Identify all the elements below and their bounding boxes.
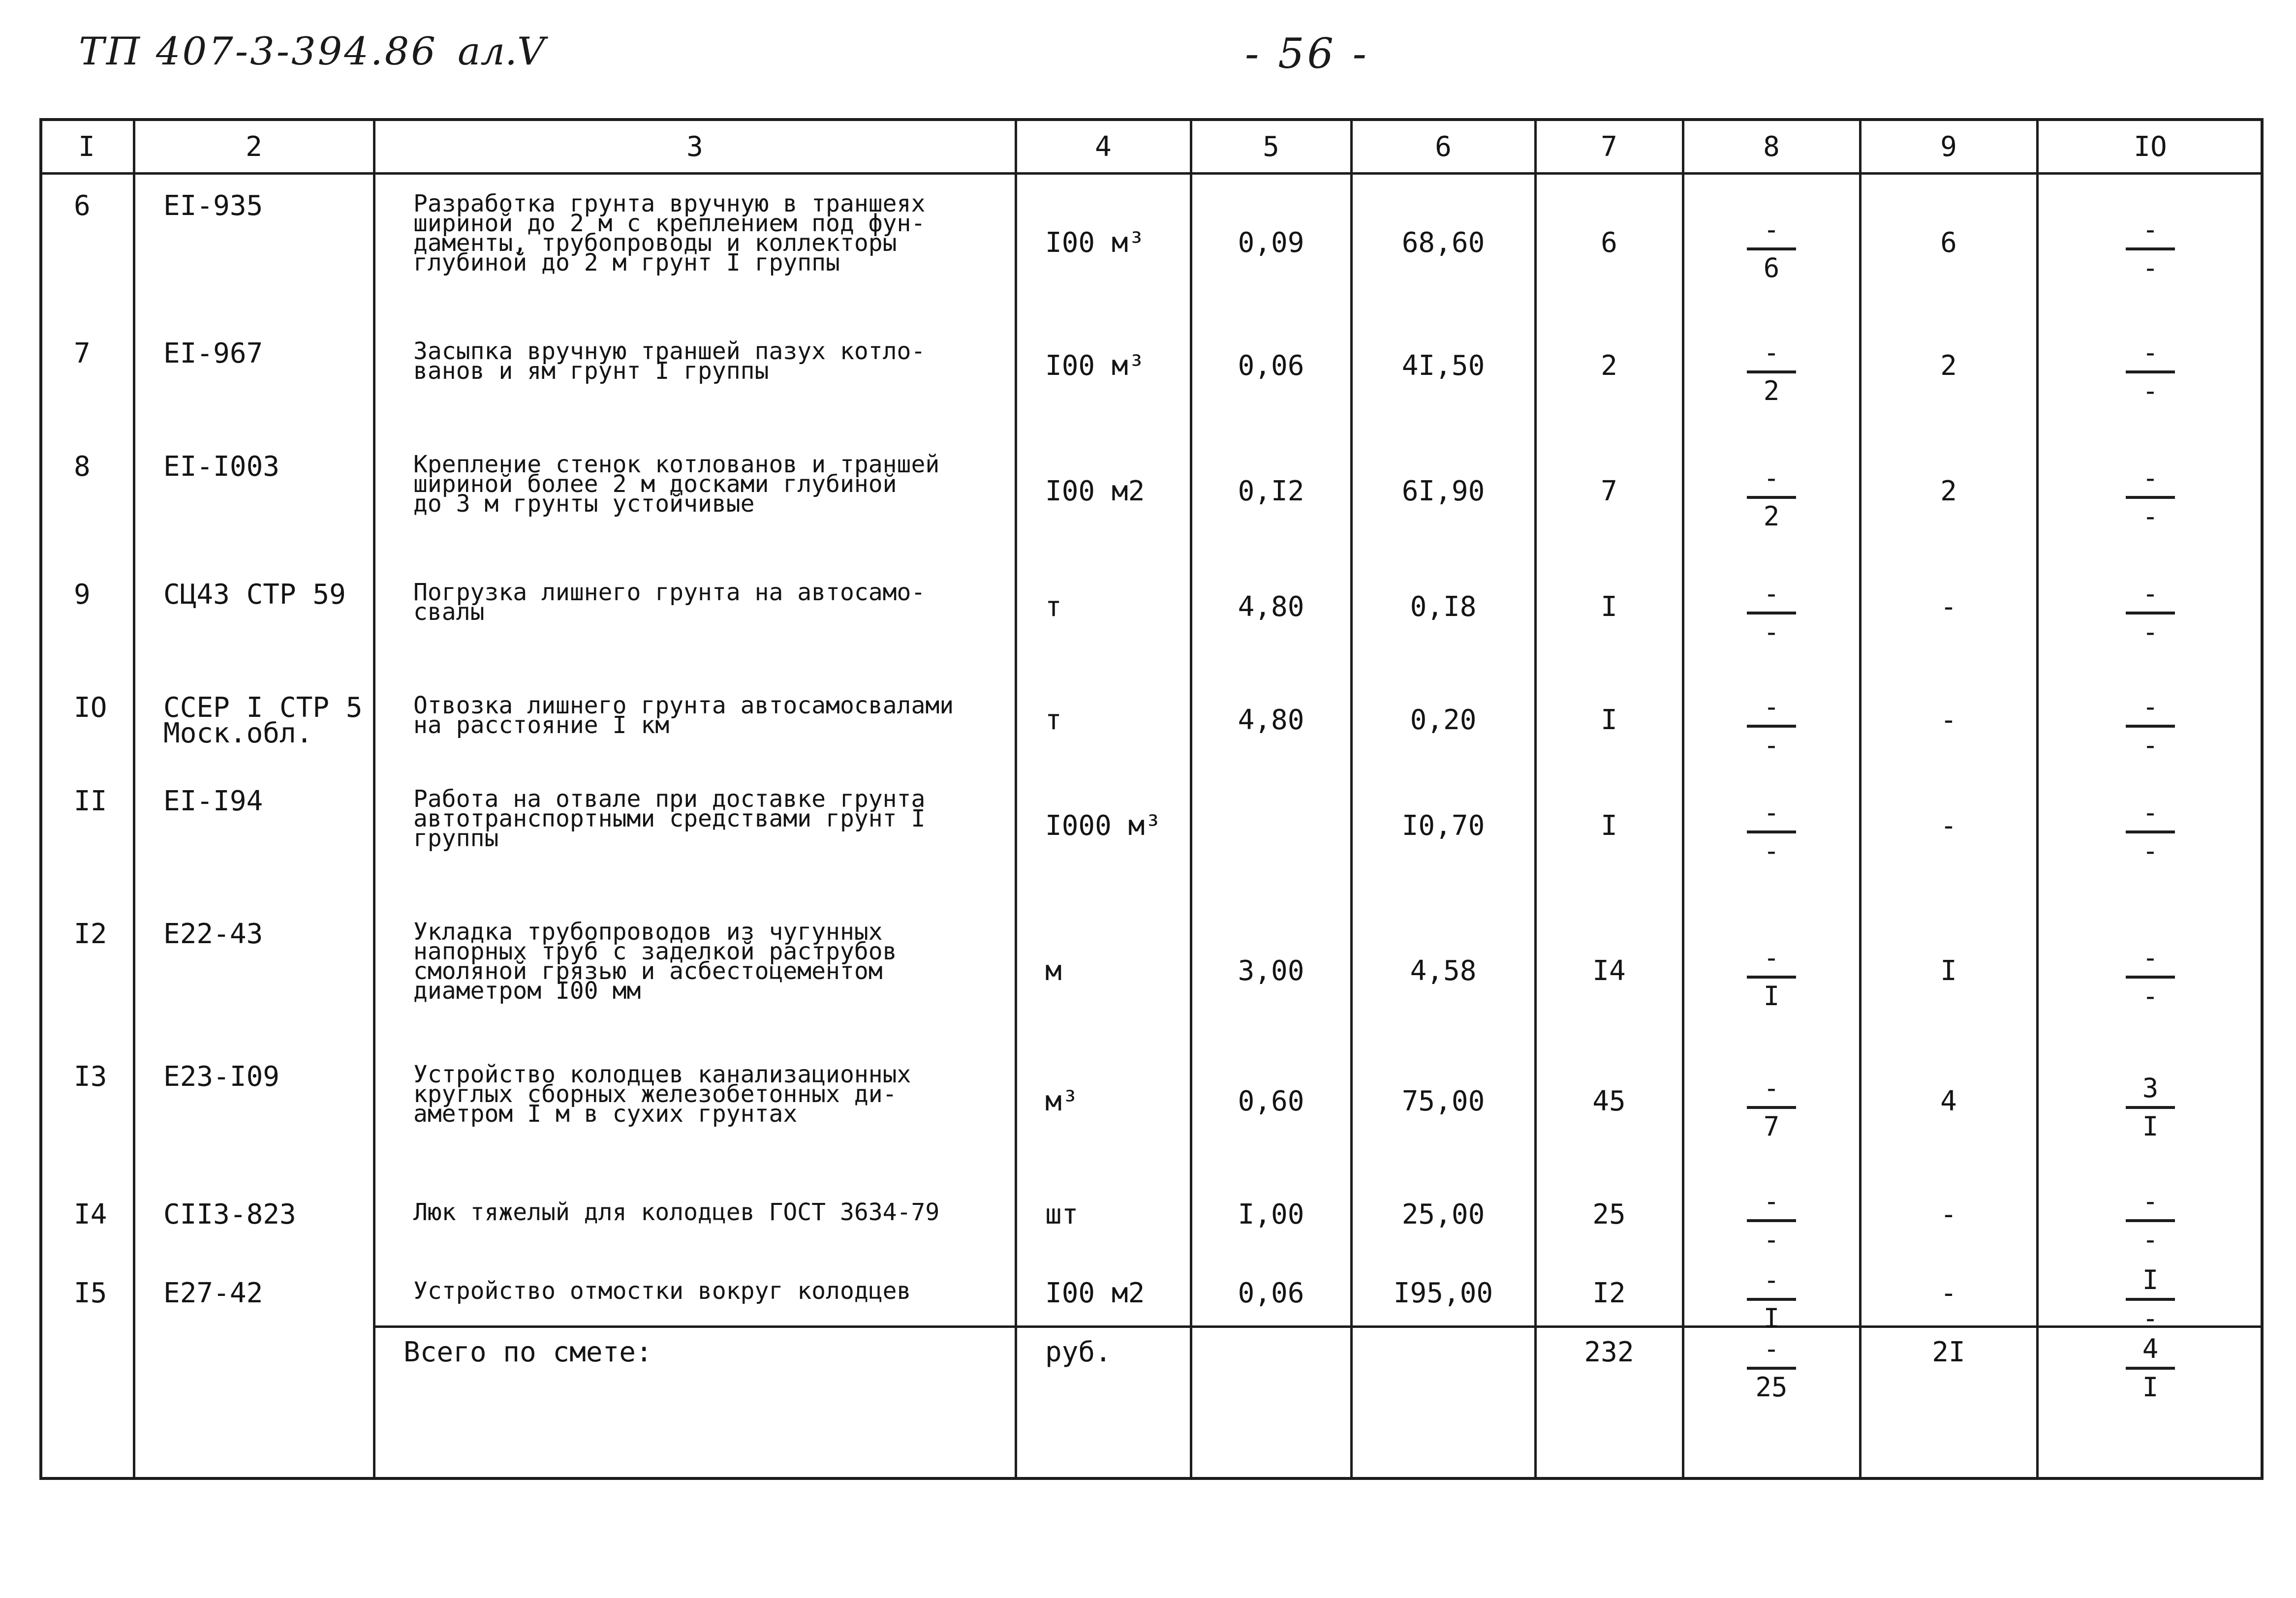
unit-price: 68,60	[1401, 227, 1485, 259]
col8-fraction	[1742, 797, 1801, 867]
fraction-denominator: -	[1763, 616, 1780, 647]
rate-code: E22-43	[163, 918, 263, 950]
column-divider	[133, 118, 135, 1480]
col8-fraction	[1742, 337, 1801, 407]
fraction-numerator: -	[1763, 1073, 1780, 1104]
rate-code: EI-935	[163, 190, 263, 222]
fraction-numerator: -	[1763, 337, 1780, 368]
col9-value: -	[1940, 1198, 1957, 1230]
unit-price: 6I,90	[1401, 475, 1485, 507]
column-divider	[1350, 118, 1353, 1480]
summary-col9: 2I	[1932, 1336, 1965, 1368]
unit-price: 4I,50	[1401, 350, 1485, 382]
col9-value: 4	[1940, 1085, 1957, 1117]
column-divider	[2036, 118, 2039, 1480]
column-header: IO	[2134, 131, 2167, 163]
col8-fraction	[1742, 942, 1801, 1012]
fraction-denominator: -	[1763, 1224, 1780, 1255]
fraction-bar	[2126, 830, 2175, 833]
work-description: Отвозка лишнего грунта автосамосвалами на расстояние I км	[413, 692, 954, 739]
col8-fraction	[1742, 691, 1801, 761]
fraction-denominator: -	[2142, 375, 2159, 406]
col10-fraction	[2121, 1264, 2180, 1334]
work-description: Работа на отвале при доставке грунта автотранспортными средствами грунт I группы	[413, 785, 926, 852]
total-cost: 2	[1601, 350, 1617, 382]
col9-value: 6	[1940, 227, 1957, 259]
col8-fraction	[1742, 214, 1801, 284]
col10-fraction	[2121, 691, 2180, 761]
fraction-numerator: 4	[2142, 1333, 2159, 1364]
fraction-bar	[2126, 1106, 2175, 1109]
work-description: Погрузка лишнего грунта на автосамо- свалы	[413, 579, 926, 626]
column-header: 2	[246, 131, 262, 163]
unit: I00 м³	[1045, 227, 1145, 259]
rate-code: СЦ43 СТР 59	[163, 579, 346, 611]
col8-fraction	[1742, 462, 1801, 532]
rate-code: EI-I003	[163, 451, 280, 483]
summary-col10-fraction	[2121, 1333, 2180, 1403]
column-divider	[1190, 118, 1192, 1480]
fraction-denominator: 2	[1763, 375, 1780, 406]
unit: т	[1045, 704, 1062, 736]
fraction-denominator: -	[1763, 730, 1780, 761]
row-number: 7	[74, 338, 91, 369]
total-cost: 45	[1592, 1085, 1626, 1117]
column-header: 8	[1763, 131, 1780, 163]
row-number: I2	[74, 918, 107, 950]
quantity: 3,00	[1238, 955, 1304, 987]
unit: I00 м2	[1045, 1277, 1145, 1309]
unit-price: I95,00	[1393, 1277, 1493, 1309]
fraction-bar	[2126, 612, 2175, 615]
fraction-bar	[1747, 1219, 1796, 1222]
col10-fraction	[2121, 797, 2180, 867]
fraction-denominator: -	[2142, 252, 2159, 283]
col10-fraction	[2121, 462, 2180, 532]
fraction-denominator: 2	[1763, 501, 1780, 532]
fraction-bar	[2126, 370, 2175, 373]
fraction-denominator: -	[1763, 835, 1780, 866]
fraction-numerator: -	[2142, 797, 2159, 828]
fraction-bar	[1747, 1298, 1796, 1301]
row-number: I3	[74, 1061, 107, 1093]
fraction-numerator: -	[1763, 942, 1780, 973]
fraction-bar	[2126, 976, 2175, 979]
column-divider	[373, 118, 375, 1480]
col10-fraction	[2121, 1186, 2180, 1256]
col9-value: -	[1940, 810, 1957, 842]
unit: м	[1045, 955, 1062, 987]
fraction-numerator: -	[1763, 578, 1780, 609]
fraction-numerator: -	[2142, 691, 2159, 722]
column-header: 4	[1095, 131, 1112, 163]
fraction-denominator: 7	[1763, 1111, 1780, 1142]
col8-fraction	[1742, 1186, 1801, 1256]
unit: т	[1045, 591, 1062, 623]
fraction-numerator: -	[2142, 942, 2159, 973]
total-cost: 6	[1601, 227, 1617, 259]
total-cost: I2	[1592, 1277, 1626, 1309]
summary-unit: руб.	[1045, 1336, 1112, 1368]
fraction-numerator: -	[1763, 797, 1780, 828]
quantity: 4,80	[1238, 591, 1304, 623]
work-description: Разработка грунта вручную в траншеях шириной до 2 м с креплением под фун- даменты, трубопроводы и коллекторы глубиной до 2 м грунт I группы	[413, 190, 926, 277]
fraction-denominator: -	[2142, 981, 2159, 1012]
work-description: Люк тяжелый для колодцев ГОСТ 3634-79	[413, 1198, 940, 1226]
fraction-denominator: I	[1763, 1303, 1780, 1334]
quantity: 0,06	[1238, 1277, 1304, 1309]
fraction-bar	[1747, 830, 1796, 833]
quantity: 0,09	[1238, 227, 1304, 259]
fraction-bar	[1747, 976, 1796, 979]
unit-price: 0,I8	[1410, 591, 1477, 623]
col8-fraction	[1742, 1264, 1801, 1334]
fraction-denominator: -	[2142, 730, 2159, 761]
fraction-numerator: -	[1763, 462, 1780, 493]
fraction-numerator: -	[1763, 1333, 1780, 1364]
column-header: I	[78, 131, 95, 163]
work-description: Устройство отмостки вокруг колодцев	[413, 1277, 911, 1305]
col9-value: -	[1940, 591, 1957, 623]
fraction-denominator: I	[2142, 1111, 2159, 1142]
col9-value: -	[1940, 1277, 1957, 1309]
unit: I00 м2	[1045, 475, 1145, 507]
quantity: 0,06	[1238, 350, 1304, 382]
work-description: Устройство колодцев канализационных круглых сборных железобетонных ди- аметром I м в сухих грунтах	[413, 1061, 911, 1128]
fraction-bar	[2126, 496, 2175, 499]
fraction-numerator: 3	[2142, 1073, 2159, 1104]
rate-code: ССЕР I СТР 5	[163, 692, 363, 724]
fraction-bar	[2126, 247, 2175, 250]
row-number: 6	[74, 190, 91, 222]
album-mark: ал.V	[458, 30, 545, 74]
column-divider	[1534, 118, 1537, 1480]
fraction-numerator: I	[2142, 1264, 2159, 1295]
fraction-denominator: 6	[1763, 252, 1780, 283]
rate-code-region: Моск.обл.	[163, 717, 313, 749]
unit: I00 м³	[1045, 350, 1145, 382]
fraction-numerator: -	[2142, 578, 2159, 609]
row-number: I4	[74, 1198, 107, 1230]
fraction-denominator: I	[2142, 1372, 2159, 1403]
rate-code: EI-I94	[163, 785, 263, 817]
work-description: Засыпка вручную траншей пазух котло- ванов и ям грунт I группы	[413, 338, 926, 385]
total-cost: I	[1601, 591, 1617, 623]
estimate-table	[39, 118, 2264, 1480]
fraction-bar	[2126, 1367, 2175, 1370]
unit-price: 25,00	[1401, 1198, 1485, 1230]
fraction-numerator: -	[1763, 1186, 1780, 1217]
fraction-bar	[1747, 612, 1796, 615]
row-number: I5	[74, 1277, 107, 1309]
rate-code: CII3-823	[163, 1198, 296, 1230]
work-description: Укладка трубопроводов из чугунных напорных труб с заделкой раструбов смоляной грязью и асбестоцементом диаметром I00 мм	[413, 918, 897, 1005]
fraction-bar	[1747, 1367, 1796, 1370]
quantity: I,00	[1238, 1198, 1304, 1230]
doc-code: ТП 407-3-394.86	[79, 30, 437, 74]
col9-value: -	[1940, 704, 1957, 736]
unit-price: 75,00	[1401, 1085, 1485, 1117]
fraction-numerator: -	[2142, 337, 2159, 368]
row-number: 8	[74, 451, 91, 483]
col10-fraction	[2121, 942, 2180, 1012]
fraction-numerator: -	[1763, 214, 1780, 245]
header-divider	[39, 172, 2264, 175]
rate-code: E27-42	[163, 1277, 263, 1309]
rate-code: EI-967	[163, 338, 263, 369]
fraction-bar	[2126, 725, 2175, 728]
fraction-bar	[2126, 1219, 2175, 1222]
fraction-bar	[2126, 1298, 2175, 1301]
column-header: 5	[1263, 131, 1279, 163]
fraction-bar	[1747, 496, 1796, 499]
total-cost: I	[1601, 704, 1617, 736]
row-number: II	[74, 785, 107, 817]
work-description: Крепление стенок котлованов и траншей шириной более 2 м досками глубиной до 3 м грунты устойчивые	[413, 451, 940, 518]
fraction-bar	[1747, 725, 1796, 728]
unit-price: 0,20	[1410, 704, 1477, 736]
fraction-denominator: -	[2142, 1224, 2159, 1255]
col10-fraction	[2121, 578, 2180, 648]
unit-price: I0,70	[1401, 810, 1485, 842]
col8-fraction	[1742, 578, 1801, 648]
page-number: - 56 -	[1245, 30, 1370, 78]
fraction-bar	[1747, 370, 1796, 373]
quantity: 0,60	[1238, 1085, 1304, 1117]
fraction-numerator: -	[2142, 1186, 2159, 1217]
unit: шт	[1045, 1198, 1079, 1230]
column-divider	[1682, 118, 1684, 1480]
fraction-denominator: I	[1763, 981, 1780, 1012]
column-header: 9	[1940, 131, 1957, 163]
total-cost: I4	[1592, 955, 1626, 987]
column-header: 7	[1601, 131, 1617, 163]
col8-fraction	[1742, 1073, 1801, 1142]
rate-code: E23-I09	[163, 1061, 280, 1093]
quantity: 0,I2	[1238, 475, 1304, 507]
column-header: 6	[1435, 131, 1452, 163]
col9-value: 2	[1940, 475, 1957, 507]
summary-total: 232	[1584, 1336, 1634, 1368]
fraction-numerator: -	[2142, 462, 2159, 493]
row-number: IO	[74, 692, 107, 724]
fraction-denominator: -	[2142, 1303, 2159, 1334]
fraction-denominator: -	[2142, 501, 2159, 532]
fraction-denominator: -	[2142, 835, 2159, 866]
fraction-bar	[1747, 247, 1796, 250]
summary-divider	[374, 1325, 2264, 1328]
col9-value: 2	[1940, 350, 1957, 382]
column-header: 3	[686, 131, 703, 163]
unit: I000 м³	[1045, 810, 1162, 842]
fraction-denominator: -	[2142, 616, 2159, 647]
quantity: 4,80	[1238, 704, 1304, 736]
column-divider	[1015, 118, 1017, 1480]
fraction-bar	[1747, 1106, 1796, 1109]
unit: м³	[1045, 1085, 1079, 1117]
col10-fraction	[2121, 214, 2180, 284]
total-cost: I	[1601, 810, 1617, 842]
col10-fraction	[2121, 1073, 2180, 1142]
column-divider	[1859, 118, 1862, 1480]
total-cost: 25	[1592, 1198, 1626, 1230]
summary-label: Всего по смете:	[403, 1336, 652, 1368]
unit-price: 4,58	[1410, 955, 1477, 987]
summary-col8-fraction	[1742, 1333, 1801, 1403]
col10-fraction	[2121, 337, 2180, 407]
fraction-denominator: 25	[1755, 1372, 1788, 1403]
col9-value: I	[1940, 955, 1957, 987]
fraction-numerator: -	[1763, 1264, 1780, 1295]
total-cost: 7	[1601, 475, 1617, 507]
fraction-numerator: -	[2142, 214, 2159, 245]
row-number: 9	[74, 579, 91, 611]
fraction-numerator: -	[1763, 691, 1780, 722]
